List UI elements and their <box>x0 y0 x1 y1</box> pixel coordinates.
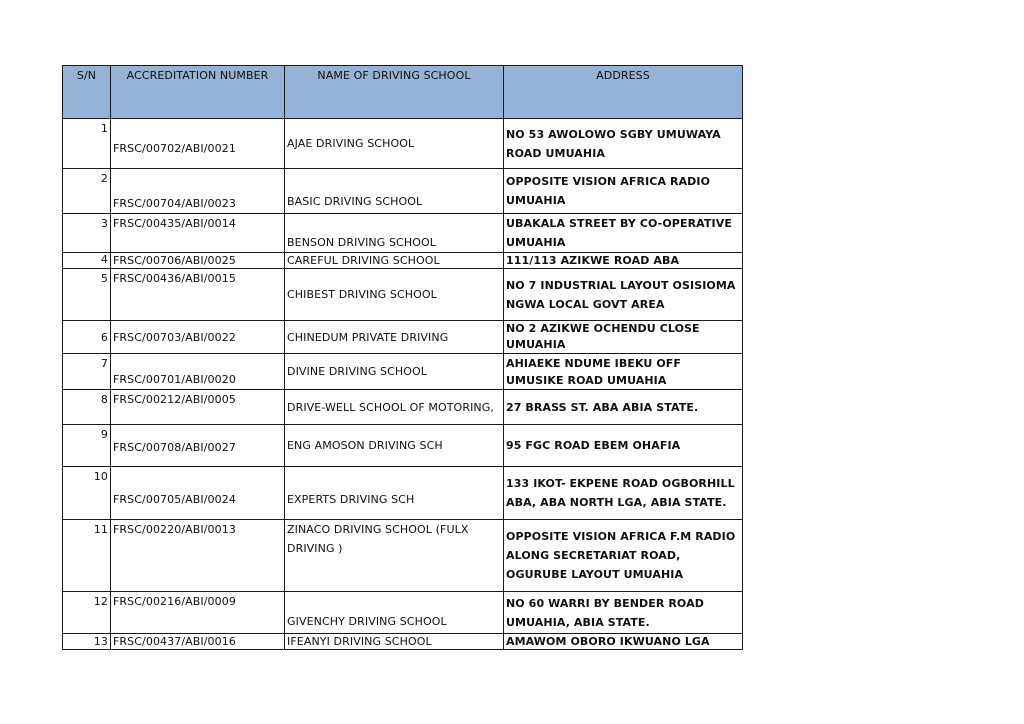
address-cell: OPPOSITE VISION AFRICA F.M RADIO ALONG SECRETARIAT ROAD, OGURUBE LAYOUT UMUAHIA <box>504 520 743 592</box>
address-cell: NO 2 AZIKWE OCHENDU CLOSE UMUAHIA <box>504 321 743 354</box>
table-row <box>63 354 743 390</box>
school-name-cell: ENG AMOSON DRIVING SCH <box>285 425 504 467</box>
table-row <box>63 214 743 253</box>
sn-cell: 5 <box>63 269 111 321</box>
address-cell: NO 60 WARRI BY BENDER ROAD UMUAHIA, ABIA STATE. <box>504 592 743 634</box>
school-name-cell: AJAE DRIVING SCHOOL <box>285 119 504 169</box>
school-name-cell: DIVINE DRIVING SCHOOL <box>285 354 504 390</box>
accreditation-cell: FRSC/00706/ABI/0025 <box>111 253 285 269</box>
address-cell: 27 BRASS ST. ABA ABIA STATE. <box>504 390 743 425</box>
table-row <box>63 253 743 269</box>
accreditation-cell: FRSC/00701/ABI/0020 <box>111 354 285 390</box>
accreditation-cell: FRSC/00220/ABI/0013 <box>111 520 285 592</box>
address-cell: UBAKALA STREET BY CO-OPERATIVE UMUAHIA <box>504 214 743 253</box>
sn-cell: 1 <box>63 119 111 169</box>
sn-cell: 4 <box>63 253 111 269</box>
address-cell: 111/113 AZIKWE ROAD ABA <box>504 253 743 269</box>
school-name-cell: BASIC DRIVING SCHOOL <box>285 169 504 214</box>
sn-cell: 8 <box>63 390 111 425</box>
address-cell: AHIAEKE NDUME IBEKU OFF UMUSIKE ROAD UMUAHIA <box>504 354 743 390</box>
header-address: ADDRESS <box>504 66 743 119</box>
header-school-name: NAME OF DRIVING SCHOOL <box>285 66 504 119</box>
table-row <box>63 425 743 467</box>
accreditation-cell: FRSC/00437/ABI/0016 <box>111 634 285 650</box>
table-row <box>63 634 743 650</box>
accreditation-cell: FRSC/00703/ABI/0022 <box>111 321 285 354</box>
school-name-cell: IFEANYI DRIVING SCHOOL <box>285 634 504 650</box>
sn-cell: 13 <box>63 634 111 650</box>
sn-cell: 7 <box>63 354 111 390</box>
table-row <box>63 390 743 425</box>
sn-cell: 10 <box>63 467 111 520</box>
address-cell: AMAWOM OBORO IKWUANO LGA <box>504 634 743 650</box>
accreditation-cell: FRSC/00705/ABI/0024 <box>111 467 285 520</box>
accreditation-cell: FRSC/00216/ABI/0009 <box>111 592 285 634</box>
address-cell: NO 53 AWOLOWO SGBY UMUWAYA ROAD UMUAHIA <box>504 119 743 169</box>
school-name-cell: ZINACO DRIVING SCHOOL (FULX DRIVING ) <box>285 520 504 592</box>
school-name-cell: GIVENCHY DRIVING SCHOOL <box>285 592 504 634</box>
table-row <box>63 269 743 321</box>
sn-cell: 6 <box>63 321 111 354</box>
sn-cell: 12 <box>63 592 111 634</box>
school-name-cell: CAREFUL DRIVING SCHOOL <box>285 253 504 269</box>
school-name-cell: EXPERTS DRIVING SCH <box>285 467 504 520</box>
school-name-cell: BENSON DRIVING SCHOOL <box>285 214 504 253</box>
sn-cell: 2 <box>63 169 111 214</box>
accreditation-cell: FRSC/00436/ABI/0015 <box>111 269 285 321</box>
header-row <box>63 66 743 119</box>
table-row <box>63 321 743 354</box>
table-row <box>63 467 743 520</box>
table-row <box>63 520 743 592</box>
sn-cell: 9 <box>63 425 111 467</box>
address-cell: NO 7 INDUSTRIAL LAYOUT OSISIOMA NGWA LOCAL GOVT AREA <box>504 269 743 321</box>
sn-cell: 11 <box>63 520 111 592</box>
table-row <box>63 169 743 214</box>
accreditation-cell: FRSC/00704/ABI/0023 <box>111 169 285 214</box>
address-cell: OPPOSITE VISION AFRICA RADIO UMUAHIA <box>504 169 743 214</box>
header-sn: S/N <box>63 66 111 119</box>
accreditation-cell: FRSC/00212/ABI/0005 <box>111 390 285 425</box>
table-row <box>63 592 743 634</box>
address-cell: 133 IKOT- EKPENE ROAD OGBORHILL ABA, ABA NORTH LGA, ABIA STATE. <box>504 467 743 520</box>
school-name-cell: CHIBEST DRIVING SCHOOL <box>285 269 504 321</box>
accreditation-cell: FRSC/00702/ABI/0021 <box>111 119 285 169</box>
school-name-cell: CHINEDUM PRIVATE DRIVING <box>285 321 504 354</box>
address-cell: 95 FGC ROAD EBEM OHAFIA <box>504 425 743 467</box>
school-name-cell: DRIVE-WELL SCHOOL OF MOTORING, <box>285 390 504 425</box>
accreditation-cell: FRSC/00708/ABI/0027 <box>111 425 285 467</box>
sn-cell: 3 <box>63 214 111 253</box>
accreditation-cell: FRSC/00435/ABI/0014 <box>111 214 285 253</box>
table-row <box>63 119 743 169</box>
driving-schools-table <box>62 65 743 650</box>
header-accreditation-number: ACCREDITATION NUMBER <box>111 66 285 119</box>
